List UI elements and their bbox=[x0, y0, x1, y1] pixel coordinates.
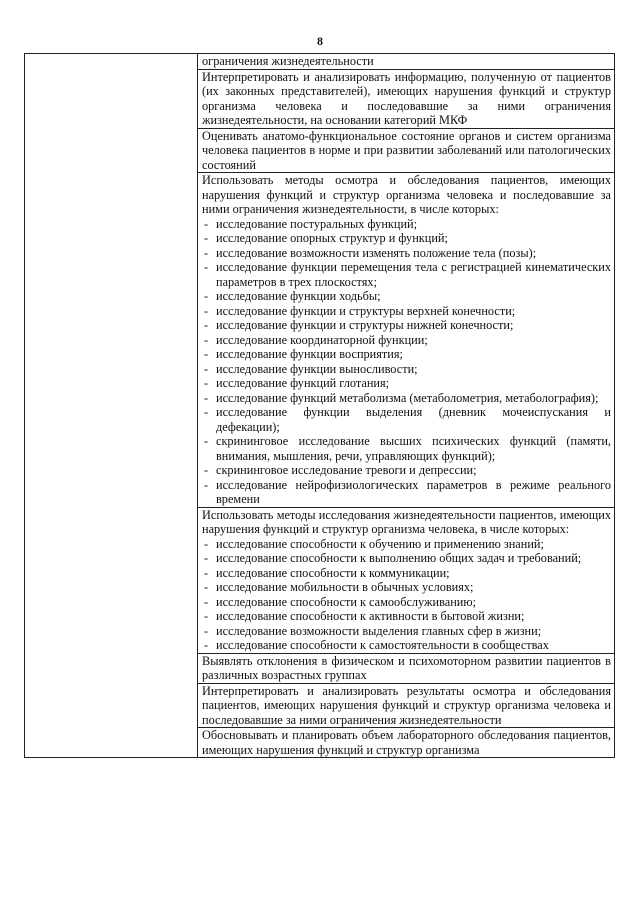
cell-text: Интерпретировать и анализировать результаты осмотра и обследования пациентов, имеющих нарушения функций и структур организма человека и последовавшие за ними ограничения жизнедеятельности bbox=[198, 683, 615, 728]
list-item: - исследование функции выделения (дневник мочеиспускания и дефекации); bbox=[202, 405, 611, 434]
list-item: - исследование способности к самостоятельности в сообществах bbox=[202, 638, 611, 653]
list-item: - исследование опорных структур и функций; bbox=[202, 231, 611, 246]
list-item: - исследование мобильности в обычных условиях; bbox=[202, 580, 611, 595]
methods-lifeactivity-intro: Использовать методы исследования жизнедеятельности пациентов, имеющих нарушения функций и структур организма человека, в числе которых: bbox=[202, 507, 611, 536]
methods-examination-list bbox=[202, 217, 611, 507]
left-column-cell bbox=[25, 54, 198, 758]
list-item: - исследование способности к выполнению общих задач и требований; bbox=[202, 551, 611, 566]
list-item: - исследование способности к обучению и применению знаний; bbox=[202, 537, 611, 552]
cell-text: Интерпретировать и анализировать информацию, полученную от пациентов (их законных представителей), имеющих нарушения функций и структур организма человека и последовавшие за ними ограничения жизнедеятельности, на основании категорий МКФ bbox=[198, 69, 615, 128]
cell-text: ограничения жизнедеятельности bbox=[198, 54, 615, 70]
table-row bbox=[25, 54, 615, 70]
list-item: - исследование функций метаболизма (метаболометрия, метаболография); bbox=[202, 391, 611, 406]
list-item: - исследование функции перемещения тела с регистрацией кинематических параметров в трех плоскостях; bbox=[202, 260, 611, 289]
methods-lifeactivity-list bbox=[202, 537, 611, 653]
list-item: - скрининговое исследование высших психических функций (памяти, внимания, мышления, речи, управляющих функций); bbox=[202, 434, 611, 463]
methods-lifeactivity-cell bbox=[198, 507, 615, 653]
list-item: - исследование функций глотания; bbox=[202, 376, 611, 391]
list-item: - исследование функции ходьбы; bbox=[202, 289, 611, 304]
cell-text: Оценивать анатомо-функциональное состояние органов и систем организма человека пациентов в норме и при развитии заболеваний или патологических состояний bbox=[198, 128, 615, 173]
methods-examination-cell bbox=[198, 173, 615, 508]
list-item: - исследование координаторной функции; bbox=[202, 333, 611, 348]
list-item: - исследование способности к активности в бытовой жизни; bbox=[202, 609, 611, 624]
list-item: - исследование функции выносливости; bbox=[202, 362, 611, 377]
list-item: - скрининговое исследование тревоги и депрессии; bbox=[202, 463, 611, 478]
list-item: - исследование способности к самообслуживанию; bbox=[202, 595, 611, 610]
cell-text: Обосновывать и планировать объем лабораторного обследования пациентов, имеющих нарушения функций и структур организма bbox=[198, 728, 615, 758]
list-item: - исследование нейрофизиологических параметров в режиме реального времени bbox=[202, 478, 611, 507]
list-item: - исследование функции восприятия; bbox=[202, 347, 611, 362]
methods-examination-intro: Использовать методы осмотра и обследования пациентов, имеющих нарушения функций и структур организма человека и последовавшие за ними ограничения жизнедеятельности, в числе которых: bbox=[202, 173, 611, 216]
list-item: - исследование функции и структуры нижней конечности; bbox=[202, 318, 611, 333]
list-item: - исследование функции и структуры верхней конечности; bbox=[202, 304, 611, 319]
page-number: 8 bbox=[317, 34, 323, 48]
list-item: - исследование способности к коммуникации; bbox=[202, 566, 611, 581]
list-item: - исследование постуральных функций; bbox=[202, 217, 611, 232]
list-item: - исследование возможности изменять положение тела (позы); bbox=[202, 246, 611, 261]
list-item: - исследование возможности выделения главных сфер в жизни; bbox=[202, 624, 611, 639]
skills-table bbox=[24, 53, 615, 758]
cell-text: Выявлять отклонения в физическом и психомоторном развитии пациентов в различных возрастных группах bbox=[198, 653, 615, 683]
